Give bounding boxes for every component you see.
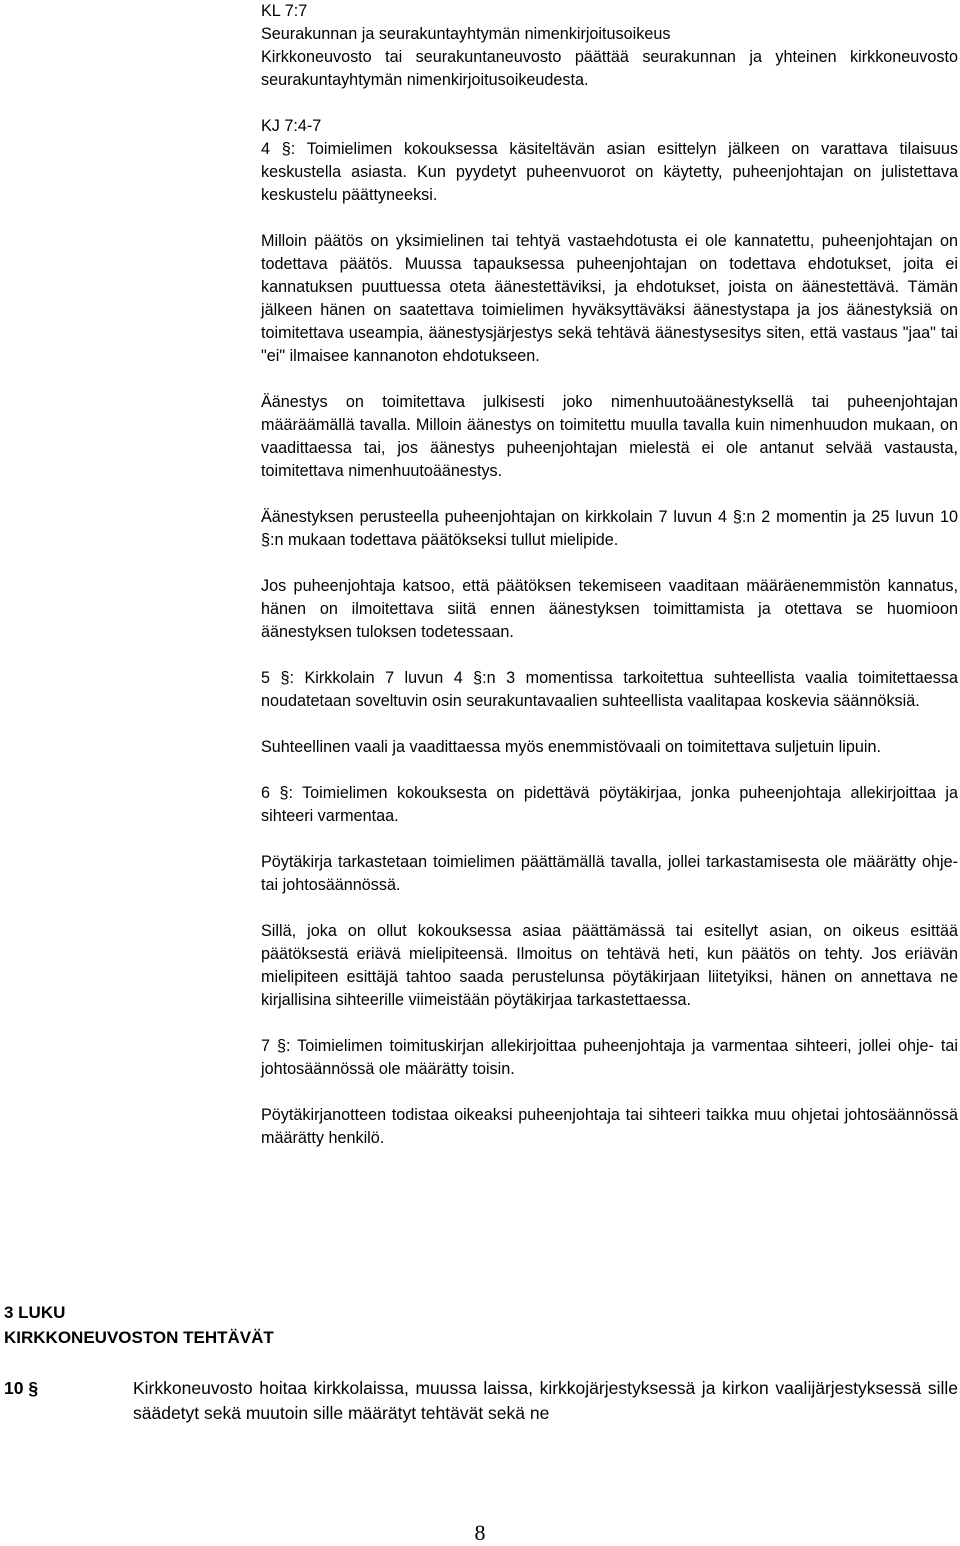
paragraph: 5 §: Kirkkolain 7 luvun 4 §:n 3 momentissa tarkoitettua suhteellista vaalia toimitettaessa noudatetaan soveltuvin osin seurakuntavaalien suhteellista vaalitapaa koskevia säännöksiä. [261,669,958,710]
paragraph: Jos puheenjohtaja katsoo, että päätöksen tekemiseen vaaditaan määräenemmistön kannatus, hänen on ilmoitettava siitä ennen äänestyksen toimittamista ja otettava se huomioon äänestyksen tuloksen todetessaan. [261,577,958,641]
paragraph: Pöytäkirja tarkastetaan toimielimen päättämällä tavalla, jollei tarkastamisesta ole määrätty ohje- tai johtosäännössä. [261,853,958,894]
kj-reference-block [261,115,958,138]
section-text: Kirkkoneuvosto tai seurakuntaneuvosto päättää seurakunnan ja yhteinen kirkkoneuvosto seurakuntayhtymän nimenkirjoitusoikeudesta. [261,48,958,89]
paragraph: Milloin päätös on yksimielinen tai tehtyä vastaehdotusta ei ole kannatettu, puheenjohtajan on todettava päätös. Muussa tapauksessa puheenjohtajan on todettava ehdotukset, joita ei kannatuksen puuttuessa oteta äänestettäviksi, ja ehdotukset, joista on äänestettävä. Tämän jälkeen hänen on saatettava toimielimen hyväksyttäväksi äänestystapa ja jos äänestyksiä on toimitettava useampia, äänestysjärjestys sekä tehtävä äänestysesitys siten, että vastaus "jaa" tai "ei" ilmaisee kannanoton ehdotukseen. [261,232,958,365]
paragraph: 6 §: Toimielimen kokouksesta on pidettävä pöytäkirjaa, jonka puheenjohtaja allekirjoittaa ja sihteeri varmentaa. [261,784,958,825]
document-body [261,0,958,1173]
paragraph: Sillä, joka on ollut kokouksessa asiaa päättämässä tai esitellyt asian, on oikeus esittää päätöksestä eriävä mielipiteensä. Ilmoitus on tehtävä heti, kun päätös on tehty. Jos eriävän mielipiteen esittäjä tahtoo saada perustelunsa pöytäkirjaan liitetyiksi, hänen on annettava ne kirjallisina sihteerille viimeistään pöytäkirjaa tarkastettaessa. [261,922,958,1009]
page-number: 8 [474,1520,486,1545]
chapter-number: 3 LUKU [4,1303,66,1322]
paragraph: Suhteellinen vaali ja vaadittaessa myös enemmistövaali on toimitettava suljetuin lipuin. [261,738,881,756]
paragraph: 4 §: Toimielimen kokouksessa käsiteltävän asian esittelyn jälkeen on varattava tilaisuus keskustella asiasta. Kun pyydetyt puheenvuorot on käytetty, puheenjohtajan on julistettava keskustelu päättyneeksi. [261,140,958,204]
law-reference: KL 7:7 [261,2,308,20]
law-reference-block [261,0,958,92]
paragraph: Pöytäkirjanotteen todistaa oikeaksi puheenjohtaja tai sihteeri taikka muu ohjetai johtosäännössä määrätty henkilö. [261,1106,958,1147]
paragraph: Äänestyksen perusteella puheenjohtajan on kirkkolain 7 luvun 4 §:n 2 momentin ja 25 luvun 10 §:n mukaan todettava päätökseksi tullut mielipide. [261,508,958,549]
paragraph: 7 §: Toimielimen toimituskirjan allekirjoittaa puheenjohtaja ja varmentaa sihteeri, jollei ohje- tai johtosäännössä ole määrätty toisin. [261,1037,958,1078]
section-number: 10 § [4,1378,39,1398]
chapter-heading [4,1300,404,1350]
section-text: Kirkkoneuvosto hoitaa kirkkolaissa, muussa laissa, kirkkojärjestyksessä ja kirkon vaalijärjestyksessä sille säädetyt sekä muutoin sille määrätyt tehtävät sekä ne [133,1378,958,1423]
section-heading: Seurakunnan ja seurakuntayhtymän nimenkirjoitusoikeus [261,25,671,43]
paragraph: Äänestys on toimitettava julkisesti joko nimenhuutoäänestyksellä tai puheenjohtajan määräämällä tavalla. Milloin äänestys on toimitettu muulla tavalla kuin nimenhuudon mukaan, on vaadittaessa tai, jos äänestys puheenjohtajan mielestä ei ole antanut selvää vastausta, toimitettava nimenhuutoäänestys. [261,393,958,480]
kj-reference: KJ 7:4-7 [261,117,322,135]
chapter-title: KIRKKONEUVOSTON TEHTÄVÄT [4,1328,274,1347]
